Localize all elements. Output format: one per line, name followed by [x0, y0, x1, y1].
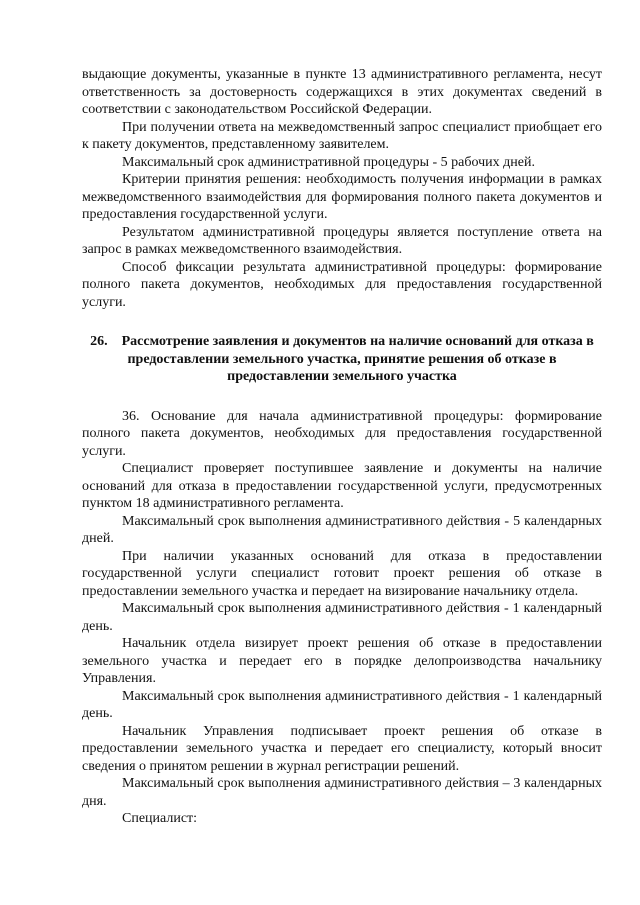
paragraph: Начальник Управления подписывает проект решения об отказе в предоставлении земельного участка и передает его специалисту, который вносит сведения о принятом решении в журнал регистрации решений. [82, 723, 602, 774]
paragraph: Максимальный срок административной процедуры - 5 рабочих дней. [122, 154, 535, 170]
paragraph: 36. Основание для начала административной процедуры: формирование полного пакета документов, необходимых для предоставления государственной услуги. [82, 408, 602, 459]
paragraph: Специалист: [122, 811, 198, 826]
section-title: Рассмотрение заявления и документов на наличие оснований для отказа в предоставлении земельного участка, принятие решения об отказе в предоставлении земельного участка [121, 334, 594, 384]
document-body [82, 66, 602, 828]
paragraph: Начальник отдела визирует проект решения об отказе в предоставлении земельного участка и передает его в порядке делопроизводства начальнику Управления. [82, 636, 602, 686]
paragraph: Максимальный срок выполнения административного действия - 1 календарный день. [82, 688, 602, 721]
paragraph-continuation: выдающие документы, указанные в пункте 13 административного регламента, несут ответственность за достоверность содержащихся в этих документах сведений в соответствии с законодательством Российской Федерации. [82, 67, 602, 117]
paragraph: Максимальный срок выполнения административного действия – 3 календарных дня. [82, 776, 602, 809]
paragraph: При получении ответа на межведомственный запрос специалист приобщает его к пакету документов, представленному заявителем. [82, 119, 602, 152]
paragraph: Максимальный срок выполнения административного действия - 5 календарных дней. [82, 513, 602, 546]
section-number: 26. [90, 334, 108, 349]
paragraph: Специалист проверяет поступившее заявление и документы на наличие оснований для отказа в предоставлении государственной услуги, предусмотренных пунктом 18 административного регламента. [82, 461, 602, 511]
paragraph: Результатом административной процедуры является поступление ответа на запрос в рамках межведомственного взаимодействия. [82, 224, 602, 257]
paragraph: При наличии указанных оснований для отказа в предоставлении государственной услуги специалист готовит проект решения об отказе в предоставлении земельного участка и передает на визирование начальнику отдела. [82, 548, 602, 599]
paragraph: Критерии принятия решения: необходимость получения информации в рамках межведомственного взаимодействия для формирования полного пакета документов и предоставления государственной услуги. [82, 172, 602, 222]
paragraph: Максимальный срок выполнения административного действия - 1 календарный день. [82, 601, 602, 634]
section-heading [82, 333, 602, 386]
paragraph: Способ фиксации результата административной процедуры: формирование полного пакета документов, необходимых для предоставления государственной услуги. [82, 259, 602, 310]
